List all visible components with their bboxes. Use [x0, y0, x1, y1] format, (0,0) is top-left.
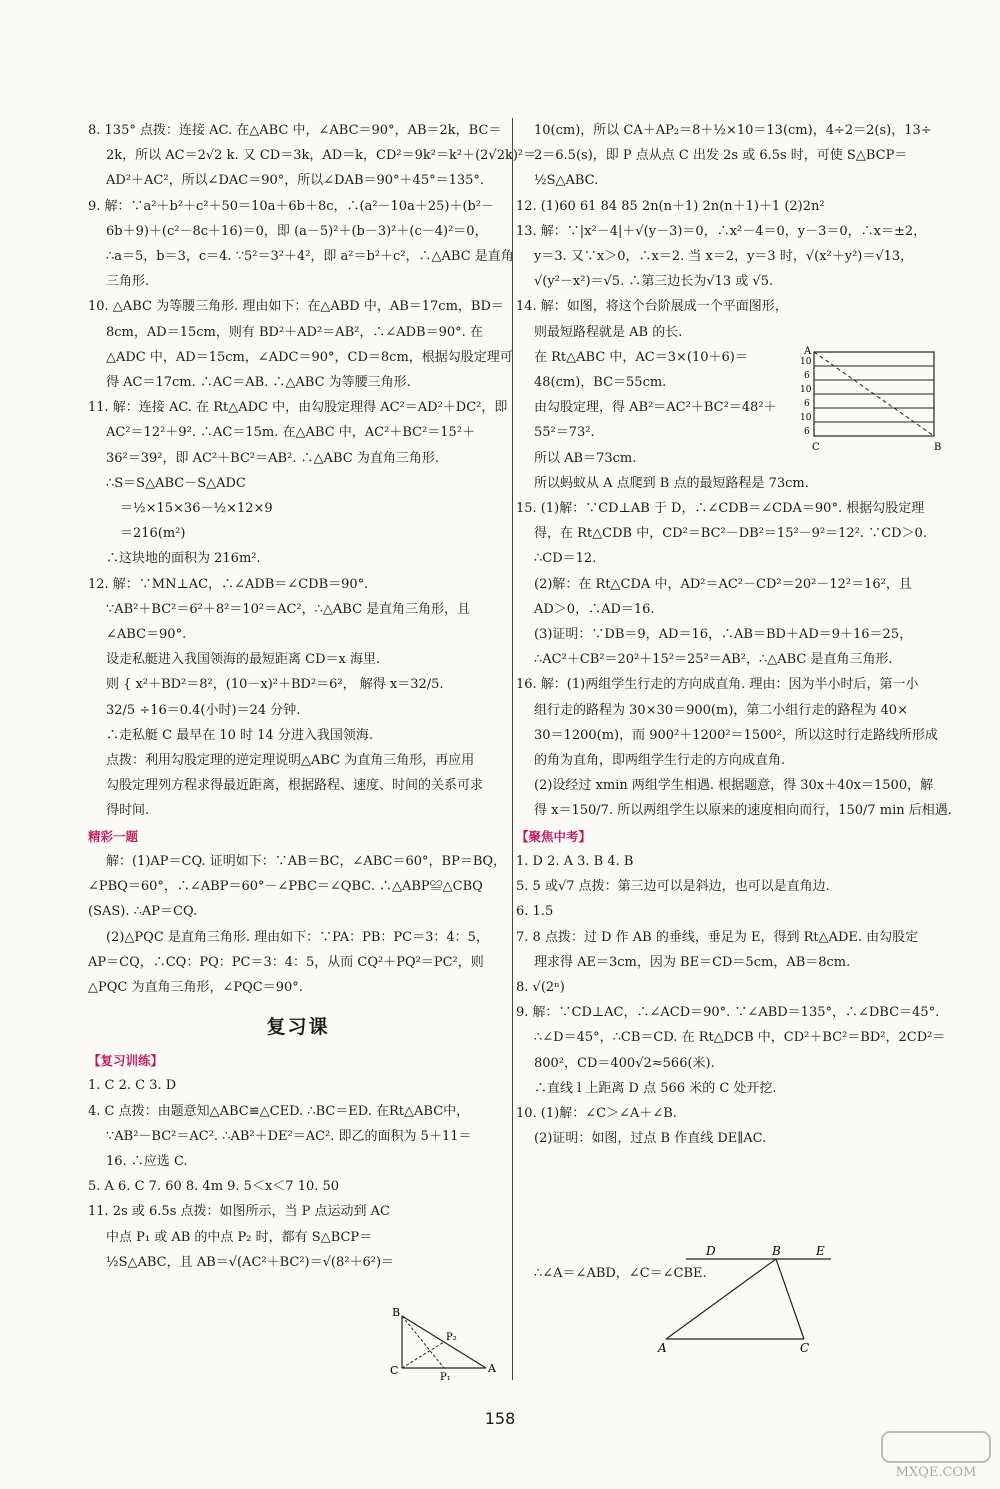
text-line: ∠PBQ＝60°，∴∠ABP＝60°－∠PBC＝∠QBC. ∴△ABP≌△CBQ — [88, 879, 483, 895]
text-line: 15. (1)解：∵CD⊥AB 于 D，∴∠CDB＝∠CDA＝90°. 根据勾股定理 — [516, 501, 925, 517]
section-heading-jingcai: 精彩一题 — [88, 828, 139, 844]
text-line: (2)设经过 xmin 两组学生相遇. 根据题意，得 30x＋40x＝1500，解 — [534, 778, 934, 794]
text-line: AP＝CQ，∴CQ：PQ：PC＝3：4：5，从而 CQ²＋PQ²＝PC²，则 — [88, 954, 484, 970]
text-line: 16. ∴应选 C. — [106, 1153, 188, 1169]
text-line: ½S△ABC，且 AB＝√(AC²＋BC²)＝√(8²＋6²)＝ — [106, 1254, 395, 1270]
text-line: 30＝1200(m)，而 900²＋1200²＝1500²，所以这时行走路线所形成 — [534, 727, 938, 743]
review-title: 复习课 — [266, 1016, 330, 1039]
label-B: B — [392, 1308, 401, 1319]
text-line: 8. √(2ⁿ) — [516, 979, 565, 995]
text-line: (2)△PQC 是直角三角形. 理由如下：∵PA：PB：PC＝3：4：5， — [106, 929, 489, 945]
text-line: 8cm，AD＝15cm，则有 BD²＋AD²＝AB²，∴∠ADB＝90°. 在 — [106, 324, 483, 340]
text-line: ∵AB²＋BC²＝6²＋8²＝10²＝AC²，∴△ABC 是直角三角形，且 — [106, 601, 471, 617]
text-line: ∴∠D＝45°，∴CB＝CD. 在 Rt△DCB 中，CD²＋BC²＝BD²，2CD²＝ — [534, 1030, 946, 1046]
label-A: A — [804, 346, 812, 357]
text-line: △ADC 中，AD＝15cm，∠ADC＝90°，CD＝8cm，根据勾股定理可 — [106, 349, 513, 365]
text-line: 1. C 2. C 3. D — [88, 1078, 177, 1094]
step-label: 10 — [800, 413, 812, 423]
label-C: C — [800, 1341, 810, 1353]
text-line: ½S△ABC. — [534, 173, 599, 189]
text-line: 理求得 AE＝3cm，因为 BE＝CD＝5cm，AB＝8cm. — [534, 954, 851, 970]
watermark-logo — [880, 1430, 992, 1480]
text-line: 2k，所以 AC＝2√2 k. 又 CD＝3k，AD＝k，CD²＝9k²＝k²＋(2√2k)²＝ — [106, 148, 537, 164]
text-line: y＝3. 又∵x＞0，∴x＝2. 当 x＝2，y＝3 时，√(x²＋y²)＝√13， — [534, 249, 914, 265]
text-line: AD²＋AC²，所以∠DAC＝90°，所以∠DAB＝90°＋45°＝135°. — [106, 173, 485, 189]
text-line: 8. 135° 点拨：连接 AC. 在△ABC 中，∠ABC＝90°，AB＝2k，BC＝ — [88, 123, 502, 138]
text-line: 7. 8 点拨：过 D 作 AB 的垂线，垂足为 E，得到 Rt△ADE. 由勾股定 — [516, 929, 919, 945]
text-line: 48(cm)，BC＝55cm. — [534, 375, 667, 391]
label-A: A — [488, 1362, 496, 1375]
page-number: 158 — [484, 1409, 516, 1428]
text-line: ∴走私艇 C 最早在 10 时 14 分进入我国领海. — [106, 727, 373, 743]
label-B: B — [934, 442, 942, 453]
text-line: √(y²－x²)＝√5. ∴第三边长为√13 或 √5. — [534, 274, 774, 290]
text-line: 5. 5 或√7 点拨：第三边可以是斜边，也可以是直角边. — [516, 879, 830, 895]
step-label: 6 — [804, 371, 810, 381]
text-line: 9. 解：∵a²＋b²＋c²＋50＝10a＋6b＋8c，∴(a²－10a＋25)＋(b²－ — [88, 198, 495, 214]
label-P1: P₁ — [440, 1372, 451, 1380]
text-line: 所以蚂蚁从 A 点爬到 B 点的最短路程是 73cm. — [534, 475, 809, 491]
step-label: 6 — [804, 427, 810, 437]
watermark-text: MXQE.COM — [895, 1465, 977, 1480]
text-line: ∴CD＝12. — [534, 551, 597, 567]
text-line: ∴这块地的面积为 216m². — [106, 551, 261, 567]
text-line: 36²＝39²，即 AC²＋BC²＝AB². ∴△ABC 为直角三角形. — [106, 450, 439, 466]
text-line: 设走私艇进入我国领海的最短距离 CD＝x 海里. — [106, 652, 381, 668]
text-line: 32/5 ÷16＝0.4(小时)＝24 分钟. — [106, 702, 301, 718]
text-line: 11. 2s 或 6.5s 点拨：如图所示，当 P 点运动到 AC — [88, 1204, 390, 1220]
text-line: 14. 解：如图，将这个台阶展成一个平面图形， — [516, 299, 788, 315]
text-line: 12. 解：∵MN⊥AC，∴∠ADB＝∠CDB＝90°. — [88, 576, 369, 592]
text-line: AD＞0，∴AD＝16. — [534, 601, 655, 617]
right-column — [516, 118, 952, 1353]
text-line: 中点 P₁ 或 AB 的中点 P₂ 时，都有 S△BCP＝ — [106, 1229, 373, 1245]
text-line: 2＝6.5(s)，即 P 点从点 C 出发 2s 或 6.5s 时，可使 S△BCP＝ — [534, 148, 908, 164]
text-line: 1. D 2. A 3. B 4. B — [516, 853, 634, 869]
text-line: 由勾股定理，得 AB²＝AC²＋BC²＝48²＋ — [534, 400, 777, 416]
text-line: 12. (1)60 61 84 85 2n(n＋1) 2n(n＋1)＋1 (2)2n² — [516, 198, 825, 214]
text-line: 勾股定理列方程求得最近距离，根据路程、速度、时间的关系可求 — [106, 778, 484, 794]
label-D: D — [706, 1244, 716, 1258]
text-line: 得时间. — [106, 803, 150, 819]
text-line: 55²＝73². — [534, 425, 595, 441]
text-line: 的角为直角，即两组学生行走的方向成直角. — [534, 753, 786, 769]
text-line: (2)证明：如图，过点 B 作直线 DE∥AC. — [534, 1131, 767, 1147]
label-C: C — [390, 1364, 399, 1377]
text-line: 10. △ABC 为等腰三角形. 理由如下：在△ABD 中，AB＝17cm，BD＝ — [88, 299, 504, 315]
text-line: ∴直线 l 上距离 D 点 566 米的 C 处开挖. — [534, 1080, 777, 1096]
text-line: 得 AC＝17cm. ∴AC＝AB. ∴△ABC 为等腰三角形. — [106, 375, 411, 391]
text-line: 则最短路程就是 AB 的长. — [534, 324, 683, 340]
label-A: A — [658, 1341, 667, 1353]
text-line: 6. 1.5 — [516, 904, 554, 920]
text-line: 11. 解：连接 AC. 在 Rt△ADC 中，由勾股定理得 AC²＝AD²＋DC²，即 — [88, 400, 508, 416]
stairs-figure-14 — [794, 346, 944, 456]
label-P2: P₂ — [446, 1332, 457, 1343]
text-line: (SAS). ∴AP＝CQ. — [88, 904, 198, 920]
text-line: 10. (1)解：∠C＞∠A＋∠B. — [516, 1105, 677, 1121]
text-line: AC²＝12²＋9². ∴AC＝15m. 在△ABC 中，AC²＋BC²＝15²＋ — [106, 425, 476, 441]
text-line: 9. 解：∵CD⊥AC，∴∠ACD＝90°. ∵∠ABD＝135°，∴∠DBC＝45°. — [516, 1005, 940, 1021]
text-line: 在 Rt△ABC 中，AC＝3×(10＋6)＝ — [534, 349, 748, 365]
column-divider — [512, 118, 513, 1380]
text-line: ∴∠A＝∠ABD，∠C＝∠CBE. — [534, 1266, 707, 1282]
text-line: ∠ABC＝90°. — [106, 627, 187, 643]
text-line: 4. C 点拨：由题意知△ABC≌△CED. ∴BC＝ED. 在Rt△ABC中， — [88, 1103, 470, 1119]
text-line: ∵AB²－BC²＝AC². ∴AB²＋DE²＝AC². 即乙的面积为 5＋11＝ — [106, 1128, 472, 1144]
text-line: 则 { x²＋BD²＝8²，(10－x)²＋BD²＝6²， 解得 x＝32/5. — [106, 677, 444, 693]
label-B: B — [772, 1244, 781, 1258]
label-E: E — [816, 1244, 825, 1258]
text-line: (3)证明：∵DB＝9，AD＝16，∴AB＝BD＋AD＝9＋16＝25， — [534, 627, 913, 643]
text-line: 13. 解：∵|x²－4|＋√(y－3)＝0，∴x²－4＝0，y－3＝0，∴x＝±2， — [516, 223, 927, 239]
text-line: 三角形. — [106, 274, 150, 290]
text-line: 解：(1)AP＝CQ. 证明如下：∵AB＝BC，∠ABC＝60°，BP＝BQ， — [106, 853, 507, 869]
step-label: 10 — [800, 385, 812, 395]
text-line: ∴AC²＋CB²＝20²＋15²＝25²＝AB²，∴△ABC 是直角三角形. — [534, 652, 893, 668]
text-line: 组行走的路程为 30×30＝900(m)，第二小组行走的路程为 40× — [534, 702, 908, 718]
triangle-figure-10 — [656, 1243, 846, 1353]
text-line: 5. A 6. C 7. 60 8. 4m 9. 5＜x＜7 10. 50 — [88, 1179, 340, 1195]
text-line: 16. 解：(1)两组学生行走的方向成直角. 理由：因为半小时后，第一小 — [516, 677, 919, 693]
text-line: ＝½×15×36－½×12×9 — [120, 501, 273, 517]
step-label: 6 — [804, 399, 810, 409]
text-line: 得，在 Rt△CDB 中，CD²＝BC²－DB²＝15²－9²＝12². ∵CD＞0. — [534, 526, 927, 542]
section-heading-zhongkao: 【聚焦中考】 — [516, 828, 592, 844]
text-line: (2)解：在 Rt△CDA 中，AD²＝AC²－CD²＝20²－12²＝16²，且 — [534, 576, 912, 592]
step-label: 10 — [800, 357, 812, 367]
text-line: 得 x＝150/7. 所以两组学生以原来的速度相向而行，150/7 min 后相遇. — [534, 803, 952, 819]
text-line: △PQC 为直角三角形，∠PQC＝90°. — [88, 979, 303, 995]
text-line: 所以 AB＝73cm. — [534, 450, 637, 466]
text-line: 800²，CD＝400√2≈566(米). — [534, 1055, 715, 1071]
text-line: 6b＋9)＋(c²－8c＋16)＝0，即 (a－5)²＋(b－3)²＋(c－4)²＝0， — [106, 223, 488, 239]
text-line: ∴S＝S△ABC－S△ADC — [106, 475, 246, 491]
text-line: ∴a＝5，b＝3，c＝4. ∵5²＝3²＋4²，即 a²＝b²＋c²，∴△ABC 是直角 — [106, 249, 514, 265]
triangle-figure-11 — [388, 1308, 496, 1380]
text-line: ＝216(m²) — [120, 526, 186, 542]
label-C: C — [812, 442, 820, 453]
section-heading-review: 【复习训练】 — [88, 1053, 164, 1069]
text-line: 10(cm)，所以 CA＋AP₂＝8＋½×10＝13(cm)，4÷2＝2(s)，13÷ — [534, 123, 932, 138]
text-line: 点拨：利用勾股定理的逆定理说明△ABC 为直角三角形，再应用 — [106, 753, 475, 769]
